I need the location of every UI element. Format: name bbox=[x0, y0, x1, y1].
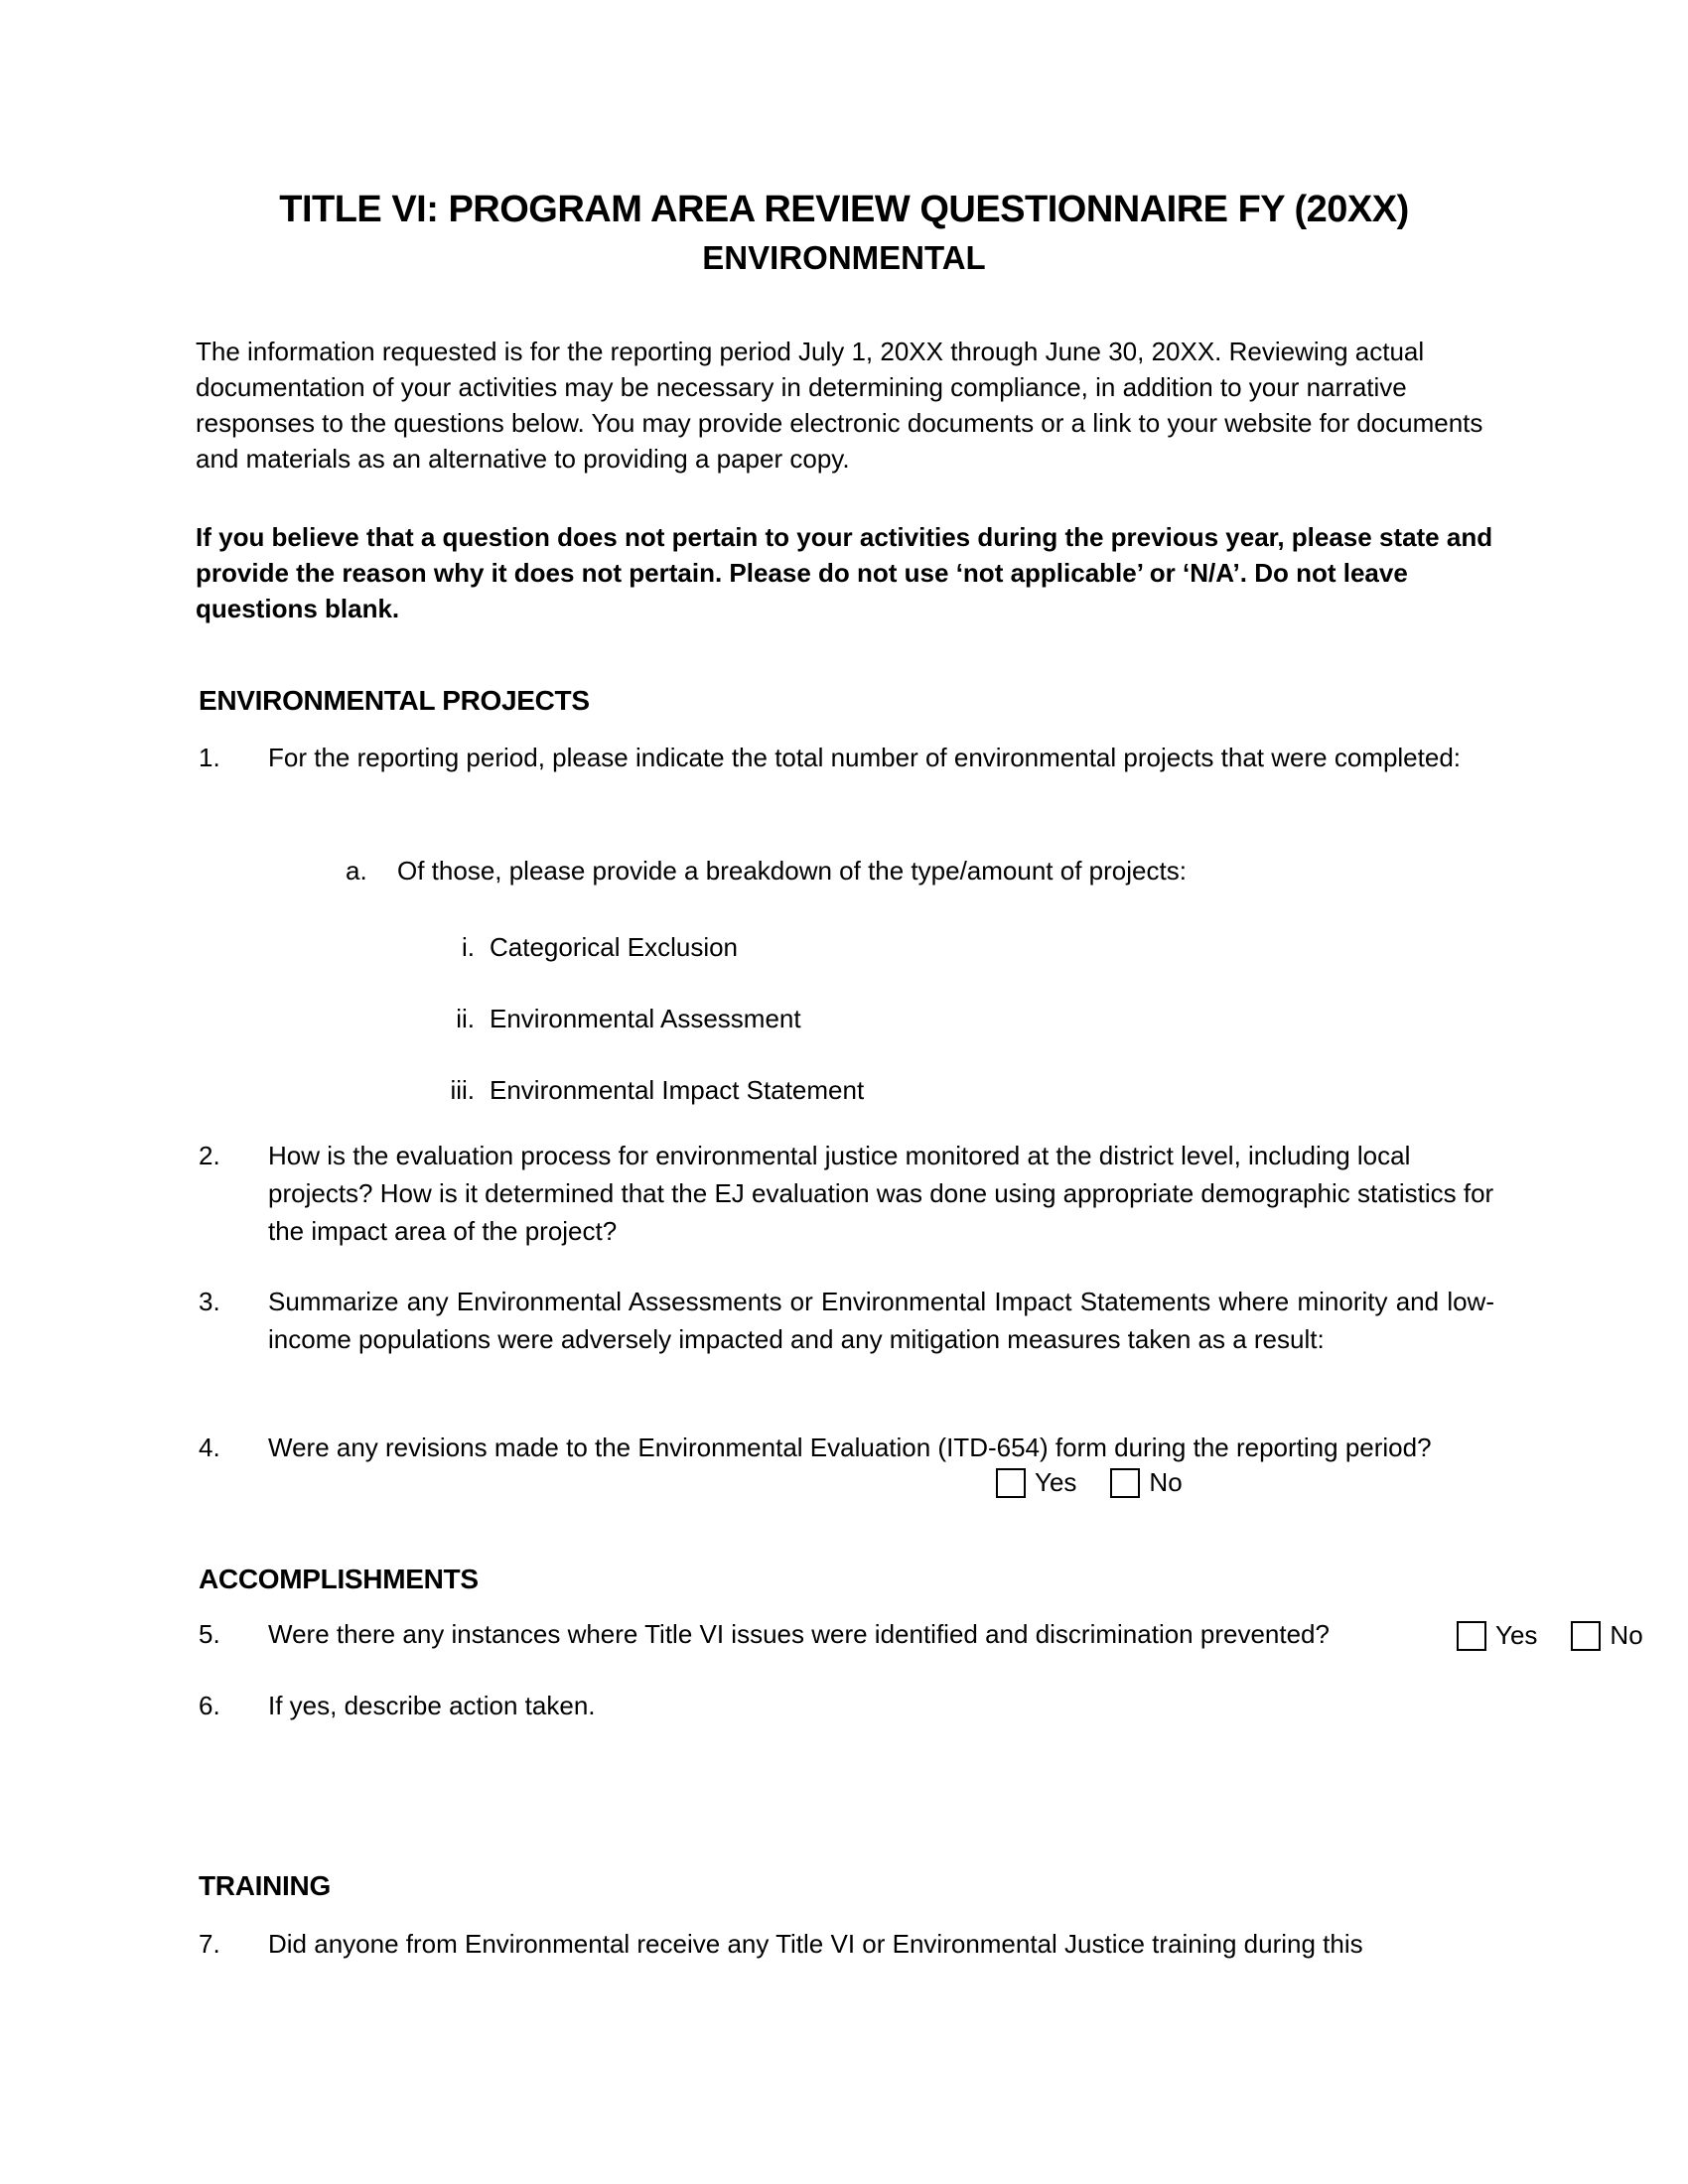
question-4-no-label: No bbox=[1149, 1467, 1183, 1497]
question-4-yes-label: Yes bbox=[1035, 1467, 1077, 1497]
list-item-environmental-assessment bbox=[199, 1000, 801, 1037]
question-6-number: 6. bbox=[199, 1691, 220, 1720]
question-3-number: 3. bbox=[199, 1287, 220, 1316]
question-2 bbox=[199, 1137, 1494, 1250]
question-4-no-checkbox[interactable] bbox=[1110, 1468, 1140, 1498]
question-1a-number: a. bbox=[346, 856, 367, 886]
intro-paragraph: The information requested is for the reporting period July 1, 20XX through June 30, 20XX. Reviewing actual documentation of your activities may be necessary in determining compliance, in addition to your narrative responses to the questions below. You may provide electronic documents or a link to your website for documents and materials as an alternative to providing a paper copy. bbox=[196, 337, 1483, 474]
question-4-text: Were any revisions made to the Environmental Evaluation (ITD-654) form during the reporting period? bbox=[268, 1433, 1432, 1462]
question-7-number: 7. bbox=[199, 1929, 220, 1959]
question-5-no-label: No bbox=[1610, 1620, 1643, 1650]
question-7 bbox=[199, 1925, 1363, 1963]
question-1 bbox=[199, 739, 1494, 776]
list-item-ii-number: ii. bbox=[456, 1004, 475, 1033]
question-5-number: 5. bbox=[199, 1619, 220, 1649]
instruction-paragraph: If you believe that a question does not pertain to your activities during the previous year, please state and provide the reason why it does not pertain. Please do not use ‘not applicable’ or ‘N/A’. Do not leave questions blank. bbox=[196, 522, 1493, 623]
question-6 bbox=[199, 1687, 596, 1724]
list-item-ii-text: Environmental Assessment bbox=[490, 1004, 801, 1033]
question-2-number: 2. bbox=[199, 1141, 220, 1170]
page-subtitle: ENVIRONMENTAL bbox=[702, 239, 986, 276]
question-1a-text: Of those, please provide a breakdown of the type/amount of projects: bbox=[397, 856, 1187, 886]
page-title: TITLE VI: PROGRAM AREA REVIEW QUESTIONNAIRE FY (20XX) bbox=[279, 189, 1409, 230]
question-4-yes-no-group bbox=[996, 1467, 1183, 1498]
question-7-text: Did anyone from Environmental receive any Title VI or Environmental Justice training during this bbox=[268, 1929, 1363, 1959]
list-item-i-number: i. bbox=[462, 932, 475, 962]
question-3-text: Summarize any Environmental Assessments or Environmental Impact Statements where minority and low-income populations were adversely impacted and any mitigation measures taken as a result: bbox=[268, 1287, 1494, 1354]
question-5-text: Were there any instances where Title VI issues were identified and discrimination prevented? bbox=[268, 1619, 1330, 1649]
question-6-text: If yes, describe action taken. bbox=[268, 1691, 596, 1720]
question-1-text: For the reporting period, please indicate the total number of environmental projects that were completed: bbox=[268, 743, 1462, 772]
section-heading-training: TRAINING bbox=[199, 1870, 331, 1901]
question-5-no-checkbox[interactable] bbox=[1571, 1621, 1601, 1651]
list-item-environmental-impact-statement bbox=[199, 1071, 864, 1109]
question-4-yes-checkbox[interactable] bbox=[996, 1468, 1026, 1498]
question-1-number: 1. bbox=[199, 743, 220, 772]
section-heading-environmental-projects: ENVIRONMENTAL PROJECTS bbox=[199, 685, 590, 716]
question-4 bbox=[199, 1429, 1494, 1466]
question-5-yes-label: Yes bbox=[1495, 1620, 1538, 1650]
question-5 bbox=[199, 1615, 1330, 1653]
question-5-yes-checkbox[interactable] bbox=[1457, 1621, 1486, 1651]
list-item-categorical-exclusion bbox=[199, 928, 738, 966]
list-item-iii-text: Environmental Impact Statement bbox=[490, 1075, 865, 1105]
question-4-number: 4. bbox=[199, 1433, 220, 1462]
list-item-iii-number: iii. bbox=[450, 1075, 475, 1105]
question-2-text: How is the evaluation process for environmental justice monitored at the district level, including local projects? How is it determined that the EJ evaluation was done using appropriate demographic statistics for the impact area of the project? bbox=[268, 1141, 1494, 1246]
question-3 bbox=[199, 1283, 1494, 1358]
question-1a bbox=[346, 852, 1187, 889]
list-item-i-text: Categorical Exclusion bbox=[490, 932, 739, 962]
section-heading-accomplishments: ACCOMPLISHMENTS bbox=[199, 1564, 479, 1594]
question-5-yes-no-group bbox=[1457, 1620, 1643, 1651]
